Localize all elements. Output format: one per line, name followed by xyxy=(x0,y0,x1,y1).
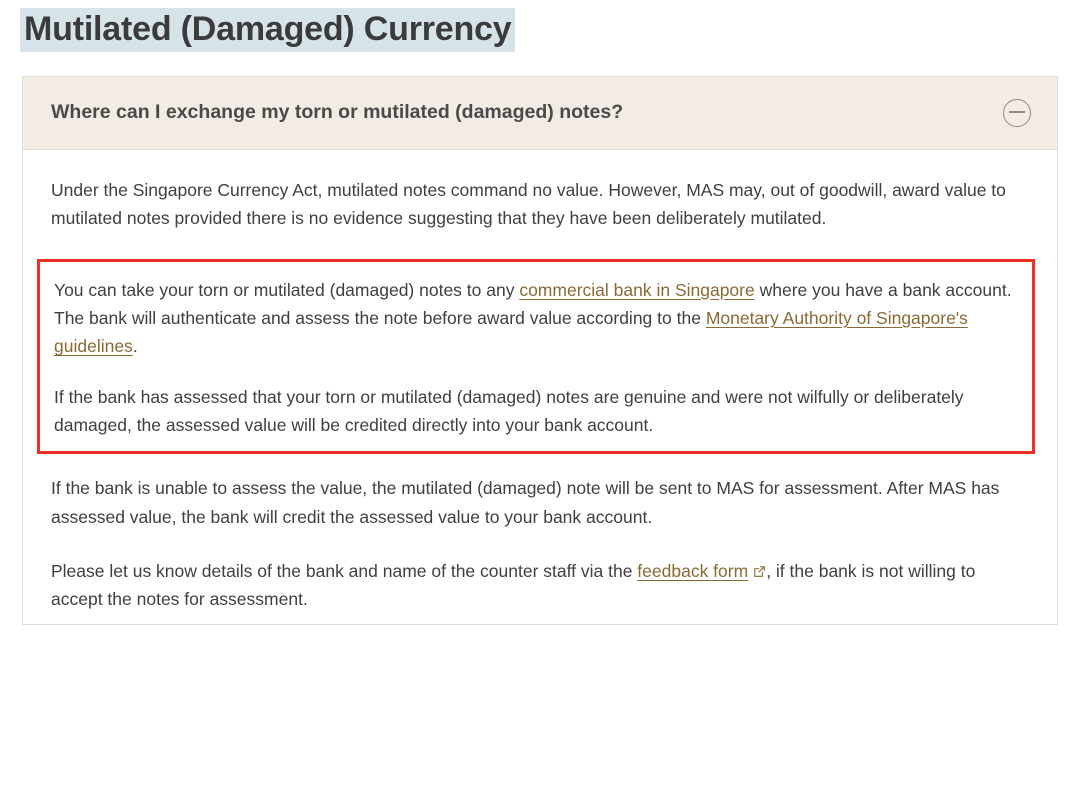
accordion-header-toggle[interactable] xyxy=(23,77,1057,150)
commercial-bank-link[interactable]: commercial bank in Singapore xyxy=(519,279,755,300)
paragraph-bank-exchange-text-1: You can take your torn or mutilated (damaged) notes to any xyxy=(54,279,520,300)
highlighted-region xyxy=(37,259,1035,455)
accordion-question: Where can I exchange my torn or mutilated (damaged) notes? xyxy=(51,101,624,124)
paragraph-feedback-text-1: Please let us know details of the bank and name of the counter staff via the xyxy=(51,561,638,582)
minus-circle-icon[interactable] xyxy=(1003,99,1031,127)
paragraph-feedback xyxy=(51,557,1029,614)
paragraph-bank-exchange xyxy=(54,276,1018,361)
paragraph-bank-exchange-text-3: . xyxy=(132,336,138,357)
paragraph-feedback-text-2: , if the bank is not willing to accept the notes for assessment. xyxy=(51,561,976,610)
paragraph-sent-to-mas: If the bank is unable to assess the value, the mutilated (damaged) note will be sent to MAS for assessment. After MAS has assessed value, the bank will credit the assessed value to your bank account. xyxy=(51,478,1000,527)
accordion-body xyxy=(23,150,1057,624)
external-link-icon xyxy=(753,565,766,578)
paragraph-bank-exchange-text-2: where you have a bank account. The bank will authenticate and assess the note before award value according to the xyxy=(54,279,1012,329)
page-title xyxy=(0,0,1080,58)
paragraph-assessed-genuine: If the bank has assessed that your torn or mutilated (damaged) notes are genuine and were not wilfully or deliberately damaged, the assessed value will be credited directly into your bank account. xyxy=(54,386,964,436)
feedback-form-link[interactable]: feedback form xyxy=(637,561,749,582)
page-title-text: Mutilated (Damaged) Currency xyxy=(20,8,515,52)
faq-accordion xyxy=(22,76,1058,625)
paragraph-intro: Under the Singapore Currency Act, mutilated notes command no value. However, MAS may, out of goodwill, award value to mutilated notes provided there is no evidence suggesting that they have been deliberately mutilated. xyxy=(51,180,1006,229)
mas-guidelines-link[interactable]: Monetary Authority of Singapore's guidelines xyxy=(54,308,968,357)
